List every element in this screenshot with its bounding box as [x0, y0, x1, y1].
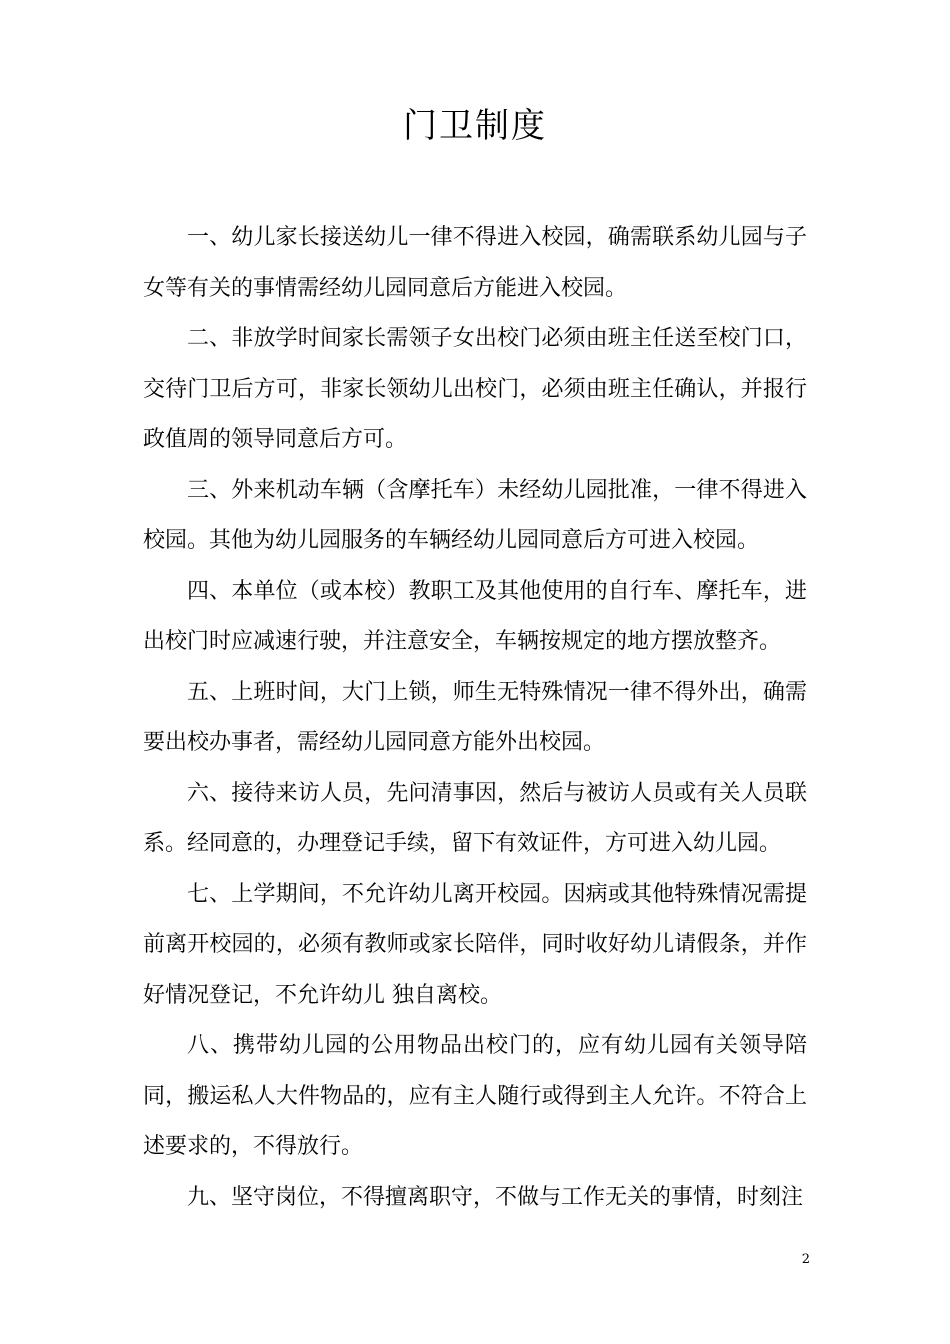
rule-paragraph-4: 四、本单位（或本校）教职工及其他使用的自行车、摩托车，进出校门时应减速行驶，并注意安全，车辆按规定的地方摆放整齐。 [143, 578, 807, 654]
rule-paragraph-9: 九、坚守岗位，不得擅离职守，不做与工作无关的事情，时刻注 [187, 1184, 804, 1210]
document-body [143, 213, 807, 1223]
page-number: 2 [801, 1252, 810, 1267]
rule-paragraph-1: 一、幼儿家长接送幼儿一律不得进入校园，确需联系幼儿园与子女等有关的事情需经幼儿园同意后方能进入校园。 [143, 225, 807, 301]
rule-paragraph-7: 七、上学期间，不允许幼儿离开校园。因病或其他特殊情况需提前离开校园的，必须有教师或家长陪伴，同时收好幼儿请假条，并作好情况登记，不允许幼儿 独自离校。 [143, 881, 807, 1008]
rule-paragraph-6: 六、接待来访人员，先问清事因，然后与被访人员或有关人员联系。经同意的，办理登记手续，留下有效证件，方可进入幼儿园。 [143, 780, 807, 856]
rule-paragraph-5: 五、上班时间，大门上锁，师生无特殊情况一律不得外出，确需要出校办事者，需经幼儿园同意方能外出校园。 [143, 679, 807, 755]
rule-paragraph-8: 八、携带幼儿园的公用物品出校门的，应有幼儿园有关领导陪同，搬运私人大件物品的，应有主人随行或得到主人允许。不符合上述要求的，不得放行。 [143, 1033, 807, 1159]
rule-paragraph-2: 二、非放学时间家长需领子女出校门必须由班主任送至校门口，交待门卫后方可，非家长领幼儿出校门，必须由班主任确认，并报行政值周的领导同意后方可。 [143, 326, 807, 452]
document-title: 门卫制度 [403, 106, 547, 146]
rule-paragraph-3: 三、外来机动车辆（含摩托车）未经幼儿园批准，一律不得进入校园。其他为幼儿园服务的车辆经幼儿园同意后方可进入校园。 [143, 477, 807, 553]
